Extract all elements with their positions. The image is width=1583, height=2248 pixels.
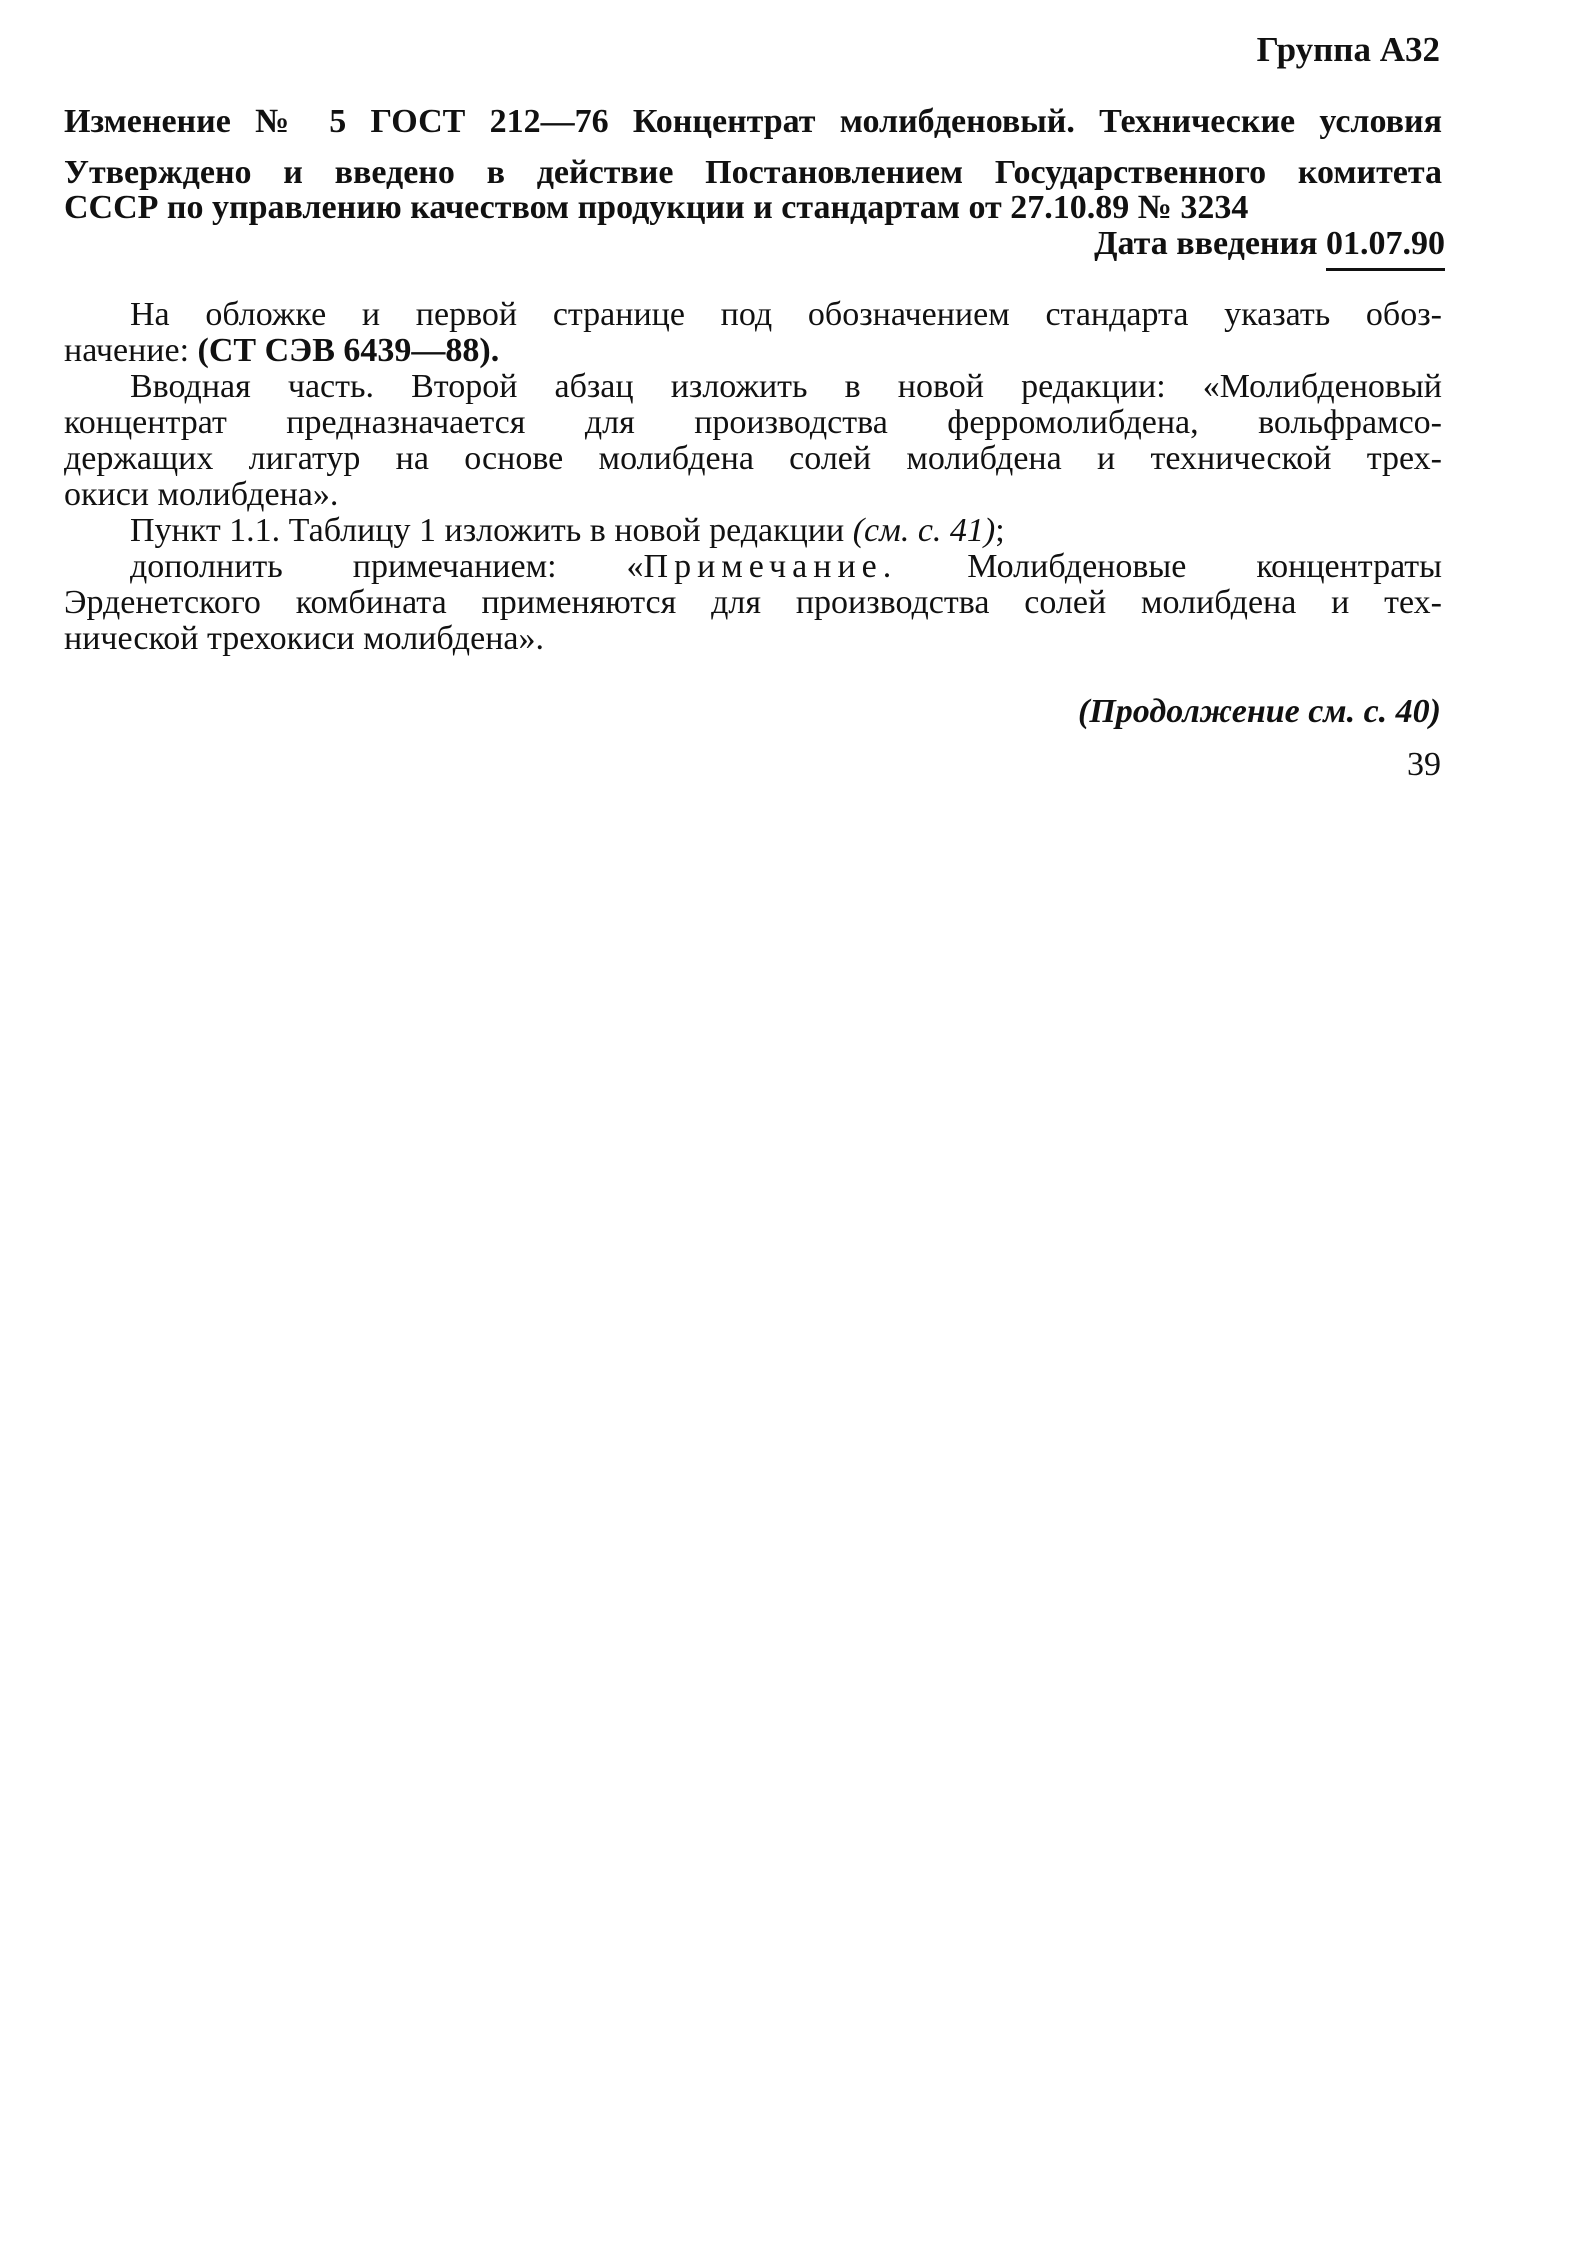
paragraph-4-line-1-end: Молибденовые концентраты — [897, 548, 1442, 585]
continuation-note: (Продолжение см. с. 40) — [1078, 693, 1441, 730]
paragraph-4-line-1 — [130, 547, 1442, 587]
paragraph-2-line-4: окиси молибдена». — [64, 476, 339, 513]
approval-line-2: СССР по управлению качеством продукции и стандартам от 27.10.89 № 3234 — [64, 189, 1249, 226]
paragraph-4-line-2: Эрденетского комбината применяются для производства солей молибдена и тех- — [64, 584, 1442, 621]
paragraph-1-line-2-text: начение: — [64, 332, 198, 369]
paragraph-3-text: Пункт 1.1. Таблицу 1 изложить в новой редакции — [130, 512, 853, 549]
paragraph-1-line-2 — [64, 331, 1442, 371]
paragraph-2-line-1: Вводная часть. Второй абзац изложить в новой редакции: «Молибденовый — [130, 368, 1442, 405]
group-label: Группа А32 — [1256, 30, 1440, 69]
paragraph-4-intro: дополнить примечанием: « — [130, 548, 644, 585]
page-reference-41: (см. с. 41) — [852, 512, 996, 549]
page-number: 39 — [1407, 746, 1441, 783]
paragraph-4-line-3: нической трехокиси молибдена». — [64, 620, 544, 657]
paragraph-2-line-3: держащих лигатур на основе молибдена солей молибдена и технической трех- — [64, 440, 1442, 477]
standard-reference: (СТ СЭВ 6439—88). — [197, 332, 500, 369]
paragraph-3 — [130, 511, 1442, 551]
paragraph-1-line-1: На обложке и первой странице под обозначением стандарта указать обоз- — [130, 296, 1442, 333]
note-label: Примечание. — [643, 548, 898, 585]
paragraph-2-line-2: концентрат предназначается для производства ферромолибдена, вольфрамсо- — [64, 404, 1442, 441]
change-title: Изменение № 5 ГОСТ 212—76 Концентрат молибденовый. Технические условия — [64, 103, 1442, 140]
introduction-date-label: Дата введения — [1094, 225, 1318, 262]
paragraph-3-end: ; — [995, 512, 1005, 549]
introduction-date-value: 01.07.90 — [1326, 224, 1445, 271]
introduction-date — [1094, 224, 1445, 271]
approval-line-1: Утверждено и введено в действие Постановлением Государственного комитета — [64, 154, 1442, 191]
